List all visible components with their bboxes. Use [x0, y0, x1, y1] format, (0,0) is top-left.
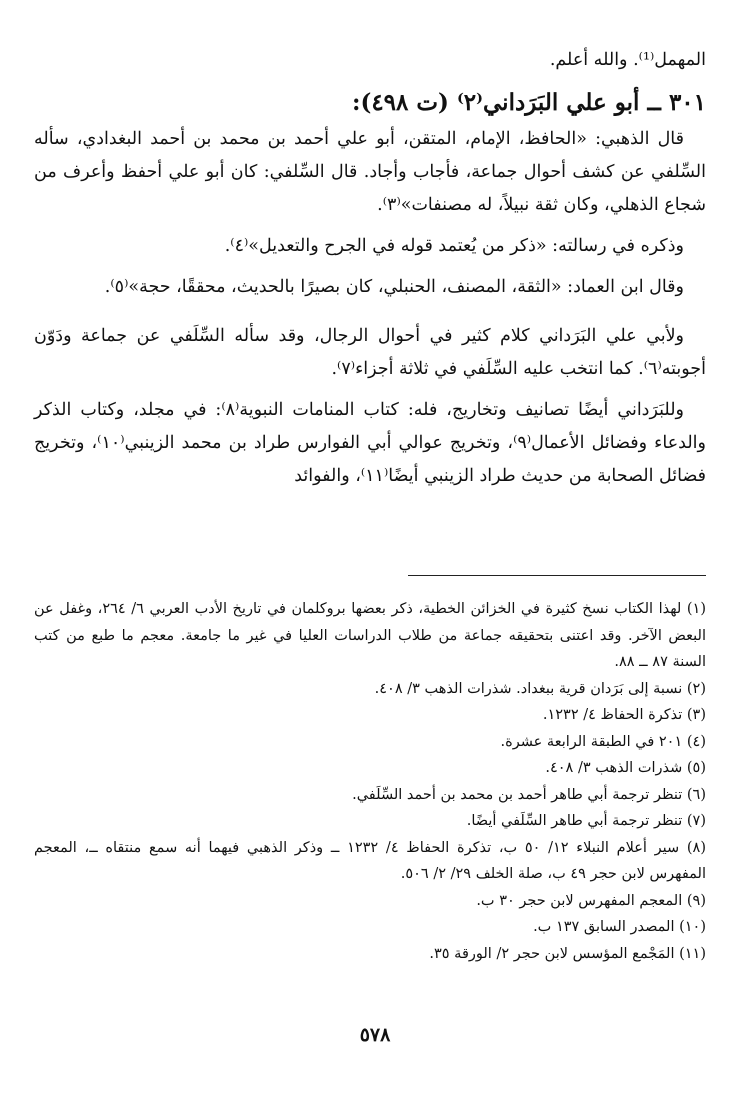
footnote-4: (٤) ٢٠١ في الطبقة الرابعة عشرة.	[500, 733, 706, 750]
footnote-7: (٧) تنظر ترجمة أبي طاهر السِّلَفي أيضًا.	[466, 813, 706, 829]
footnote-2: (٢) نسبة إلى بَرَدان قرية ببغداد. شذرات الذهب ٣/ ٤٠٨.	[374, 680, 706, 697]
page-number: ٥٧٨	[359, 1024, 391, 1046]
paragraph-ibn-imad: وقال ابن العماد: «الثقة، المصنف، الحنبلي، كان بصيرًا بالحديث، محققًا، حجة»⁽٥⁾.	[104, 277, 684, 297]
footnote-separator	[408, 575, 706, 576]
spacer	[34, 222, 706, 230]
footnotes	[34, 596, 706, 967]
footnote-6: (٦) تنظر ترجمة أبي طاهر أحمد بن محمد بن أحمد السِّلَفي.	[352, 786, 706, 803]
main-text	[34, 44, 706, 493]
paragraph-dhahabi-quote: قال الذهبي: «الحافظ، الإمام، المتقن، أبو علي أحمد بن محمد بن أحمد البغدادي، سأله السِّلفي عن كشف أحوال جماعة، فأجاب وأجاد. قال السِّلفي: كان أبو علي أحفظ وأعرف من شجاع الذهلي، وكان ثقة نبيلاً، له مصنفات»⁽٣⁾.	[34, 129, 706, 215]
footnote-8: (٨) سير أعلام النبلاء ١٢/ ٥٠ ب، تذكرة الحفاظ ٤/ ١٢٣٢ ــ وذكر الذهبي فيهما أنه سمع منتقاه ــ، المعجم المفهرس لابن حجر ٤٩ ب، صلة الخلف ٢٩/ ٢/ ٥٠٦.	[34, 839, 707, 882]
entry-heading: ٣٠١ ــ أبو علي البَرَداني⁽٢⁾ (ت ٤٩٨):	[351, 89, 706, 116]
footnote-9: (٩) المعجم المفهرس لابن حجر ٣٠ ب.	[476, 892, 706, 909]
footnote-5: (٥) شذرات الذهب ٣/ ٤٠٨.	[545, 760, 706, 776]
spacer	[34, 304, 706, 320]
top-line: المهمل⁽¹⁾. والله أعلم.	[549, 50, 706, 70]
footnote-1: (١) لهذا الكتاب نسخ كثيرة في الخزائن الخطية، ذكر بعضها بروكلمان في تاريخ الأدب العربي ٦/ ٢٦٤، وغفل عن البعض الآخر. وقد اعتنى بتحقيقه جماعة من طلاب الدراسات العليا في غير ما جامعة. معجم ما طبع من كتب السنة ٨٧ ــ ٨٨.	[34, 601, 706, 670]
footnote-3: (٣) تذكرة الحفاظ ٤/ ١٢٣٢.	[542, 707, 706, 723]
spacer	[34, 263, 706, 271]
footnote-11: (١١) المَجْمع المؤسس لابن حجر ٢/ الورقة ٣٥.	[429, 945, 706, 962]
spacer	[34, 386, 706, 394]
footnote-10: (١٠) المصدر السابق ١٣٧ ب.	[533, 919, 706, 935]
paragraph-rijal: ولأبي علي البَرَداني كلام كثير في أحوال الرجال، وقد سأله السِّلَفي عن جماعة ودَوّن أجوبته⁽٦⁾. كما انتخب عليه السِّلَفي في ثلاثة أجزاء⁽٧⁾.	[34, 326, 706, 379]
paragraph-risala: وذكره في رسالته: «ذكر من يُعتمد قوله في الجرح والتعديل»⁽٤⁾.	[224, 236, 684, 256]
paragraph-works: وللبَرَداني أيضًا تصانيف وتخاريج، فله: كتاب المنامات النبوية⁽٨⁾: في مجلد، وكتاب الذكر والدعاء وفضائل الأعمال⁽٩⁾، وتخريج عوالي أبي الفوارس طراد بن محمد الزينبي⁽١٠⁾، وتخريج فضائل الصحابة من حديث طراد الزينبي أيضًا⁽١١⁾، والفوائد	[34, 400, 707, 486]
